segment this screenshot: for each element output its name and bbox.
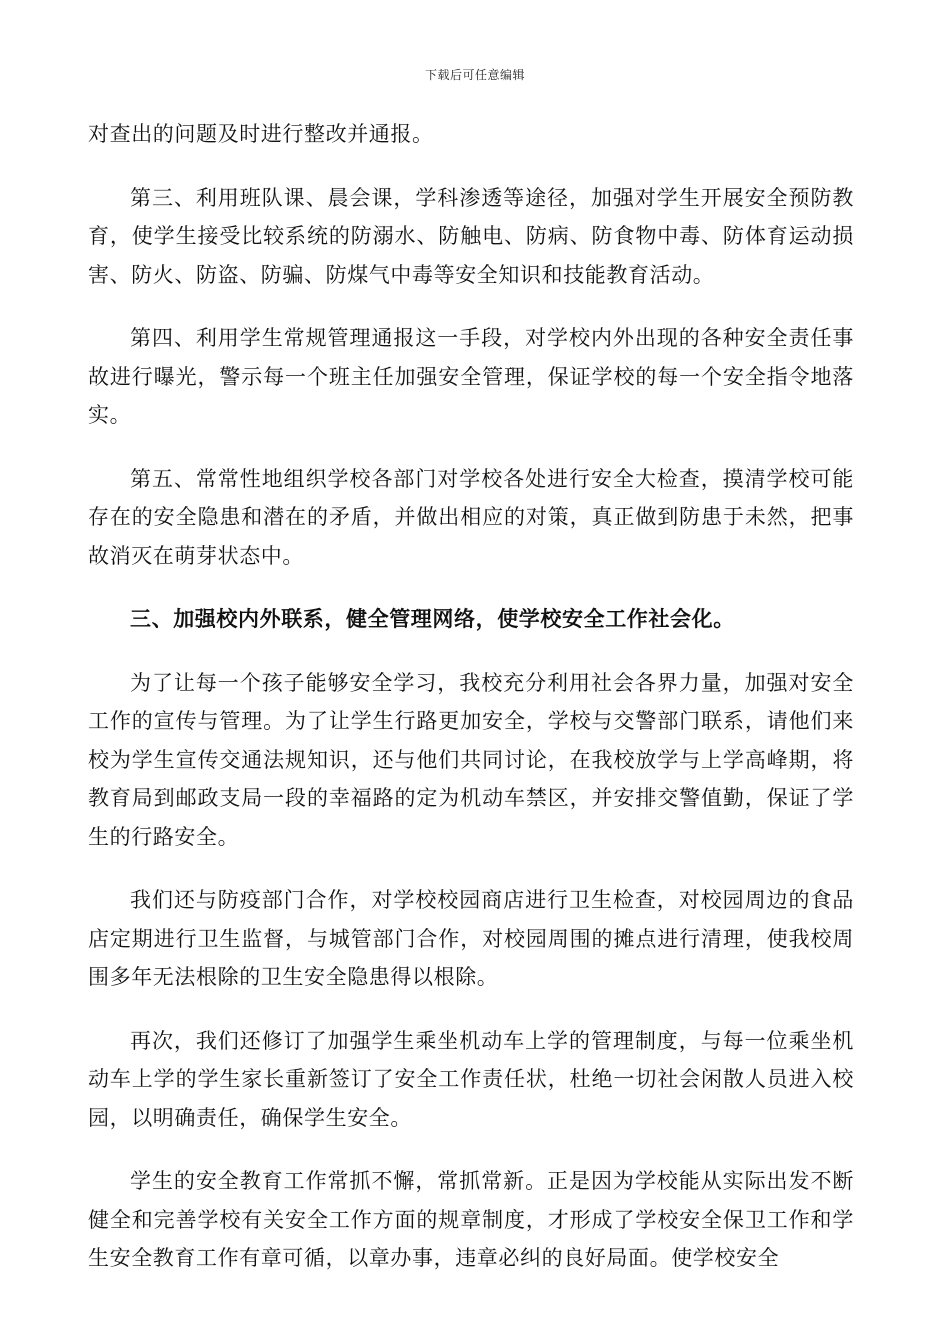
paragraph-traffic-safety: 为了让每一个孩子能够安全学习，我校充分利用社会各界力量，加强对安全工作的宣传与管理。为了让学生行路更加安全，学校与交警部门联系，请他们来校为学生宣传交通法规知识，还与他们共同讨论，在我校放学与上学高峰期，将教育局到邮政支局一段的幸福路的定为机动车禁区，并安排交警值勤，保证了学生的行路安全。 bbox=[88, 670, 854, 849]
document-body bbox=[88, 115, 854, 1303]
paragraph-summary: 学生的安全教育工作常抓不懈，常抓常新。正是因为学校能从实际出发不断健全和完善学校有关安全工作方面的规章制度，才形成了学校安全保卫工作和学生安全教育工作有章可循，以章办事，违章必纠的良好局面。使学校安全 bbox=[88, 1169, 854, 1270]
paragraph-vehicle-rules: 再次，我们还修订了加强学生乘坐机动车上学的管理制度，与每一位乘坐机动车上学的学生家长重新签订了安全工作责任状，杜绝一切社会闲散人员进入校园，以明确责任，确保学生安全。 bbox=[88, 1028, 854, 1130]
paragraph-fifth-measure: 第五、常常性地组织学校各部门对学校各处进行安全大检查，摸清学校可能存在的安全隐患和潜在的矛盾，并做出相应的对策，真正做到防患于未然，把事故消灭在萌芽状态中。 bbox=[88, 466, 854, 568]
paragraph-fourth-measure: 第四、利用学生常规管理通报这一手段，对学校内外出现的各种安全责任事故进行曝光，警示每一个班主任加强安全管理，保证学校的每一个安全指令地落实。 bbox=[88, 326, 854, 427]
paragraph-continuation: 对查出的问题及时进行整改并通报。 bbox=[88, 122, 434, 146]
paragraph-third-measure: 第三、利用班队课、晨会课，学科渗透等途径，加强对学生开展安全预防教育，使学生接受比较系统的防溺水、防触电、防病、防食物中毒、防体育运动损害、防火、防盗、防骗、防煤气中毒等安全知识和技能教育活动。 bbox=[88, 185, 854, 287]
section-heading: 三、加强校内外联系，健全管理网络，使学校安全工作社会化。 bbox=[130, 606, 735, 631]
page-header-note: 下载后可任意编辑 bbox=[424, 68, 525, 82]
paragraph-hygiene-safety: 我们还与防疫部门合作，对学校校园商店进行卫生检查，对校园周边的食品店定期进行卫生监督，与城管部门合作，对校园周围的摊点进行清理，使我校周围多年无法根除的卫生安全隐患得以根除。 bbox=[88, 888, 854, 989]
